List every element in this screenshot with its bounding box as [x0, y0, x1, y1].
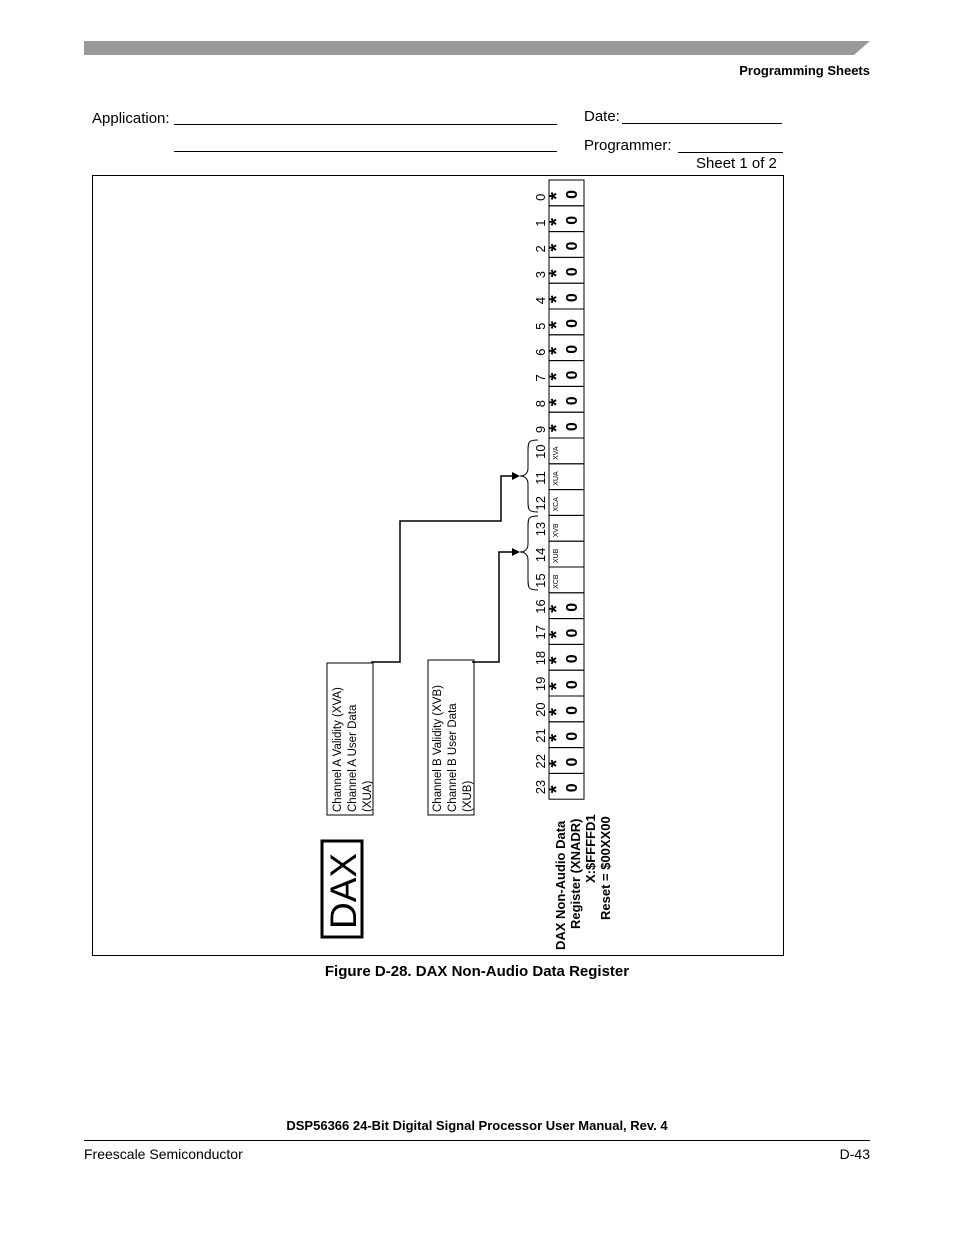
- reserved-mark-1: *: [546, 217, 568, 226]
- bit-name-xvb: XVB: [553, 523, 560, 538]
- reserved-mark-20: *: [546, 708, 568, 716]
- bit-number-3: 3: [533, 271, 548, 279]
- bit-number-1: 1: [533, 219, 548, 227]
- reserved-mark-21: *: [546, 733, 568, 742]
- reset-value-8: 0: [564, 396, 581, 406]
- reserved-mark-17: *: [546, 630, 568, 639]
- bit-number-20: 20: [533, 702, 548, 717]
- bit-name-xcb: XCB: [553, 574, 560, 589]
- bit-number-4: 4: [533, 296, 548, 305]
- register-address: X:$FFFFD1: [583, 814, 598, 883]
- reserved-mark-16: *: [546, 604, 568, 613]
- bit-number-0: 0: [533, 193, 548, 201]
- manual-title: DSP56366 24-Bit Digital Signal Processor User Manual, Rev. 4: [286, 1118, 668, 1133]
- channel-b-line-3: (XUB): [462, 780, 474, 812]
- reset-value-4: 0: [564, 293, 581, 303]
- reset-value-23: 0: [564, 783, 581, 793]
- bit-number-2: 2: [533, 245, 548, 253]
- reset-value-9: 0: [564, 422, 581, 432]
- bit-name-xub: XUB: [553, 548, 560, 564]
- register-title-1: DAX Non-Audio Data: [553, 820, 568, 950]
- reserved-mark-23: *: [546, 785, 568, 794]
- bit-number-12: 12: [533, 496, 548, 511]
- reset-value-0: 0: [564, 189, 581, 199]
- reserved-mark-22: *: [546, 759, 568, 768]
- bit-name-xva: XVA: [553, 446, 560, 460]
- leader-channel-a: [372, 476, 514, 663]
- bit-name-xca: XCA: [553, 497, 560, 512]
- reset-value-22: 0: [564, 757, 581, 767]
- date-label: Date:: [584, 108, 620, 125]
- reset-value-6: 0: [564, 344, 581, 354]
- reserved-mark-8: *: [546, 398, 568, 407]
- bit-number-5: 5: [533, 322, 548, 330]
- reset-value-18: 0: [564, 654, 581, 664]
- arrow-channel-a: [512, 472, 520, 480]
- reserved-mark-4: *: [546, 295, 568, 304]
- reset-value-16: 0: [564, 602, 581, 612]
- reset-value-7: 0: [564, 370, 581, 380]
- reset-value-19: 0: [564, 680, 581, 690]
- reserved-mark-0: *: [546, 192, 568, 200]
- footer-rule: [84, 1140, 870, 1141]
- bit-number-7: 7: [533, 374, 548, 382]
- application-label: Application:: [92, 110, 170, 127]
- reset-value-3: 0: [564, 267, 581, 277]
- bit-number-13: 13: [533, 521, 548, 537]
- reserved-mark-19: *: [546, 682, 568, 691]
- register-title-2: Register (XNADR): [568, 818, 583, 929]
- reserved-mark-5: *: [546, 321, 568, 329]
- reserved-mark-9: *: [546, 424, 568, 433]
- reset-value-2: 0: [564, 241, 581, 251]
- bit-number-22: 22: [533, 754, 548, 769]
- reset-value-17: 0: [564, 628, 581, 638]
- reserved-mark-7: *: [546, 372, 568, 381]
- reset-value-1: 0: [564, 215, 581, 225]
- reserved-mark-2: *: [546, 243, 568, 252]
- bit-number-19: 19: [533, 676, 548, 692]
- register-reset: Reset = $00XX00: [598, 816, 613, 920]
- bit-number-15: 15: [533, 573, 548, 588]
- channel-a-line-1: Channel A Validity (XVA): [332, 687, 344, 812]
- arrow-channel-b: [512, 548, 520, 556]
- footer-company: Freescale Semiconductor: [84, 1146, 243, 1162]
- reset-value-5: 0: [564, 318, 581, 328]
- reserved-mark-18: *: [546, 656, 568, 665]
- bit-number-6: 6: [533, 348, 548, 356]
- reset-value-20: 0: [564, 705, 581, 715]
- bit-number-18: 18: [533, 650, 548, 666]
- module-name: DAX: [323, 852, 364, 929]
- bit-number-17: 17: [533, 625, 548, 640]
- section-title: Programming Sheets: [739, 63, 870, 78]
- bit-number-9: 9: [533, 425, 548, 434]
- bit-number-21: 21: [533, 728, 548, 743]
- reserved-mark-6: *: [546, 346, 568, 355]
- reserved-mark-3: *: [546, 269, 568, 278]
- leader-channel-b: [472, 552, 514, 662]
- footer-page-number: D-43: [839, 1146, 870, 1162]
- channel-b-line-1: Channel B Validity (XVB): [432, 685, 444, 812]
- channel-a-line-3: (XUA): [362, 780, 374, 812]
- bit-number-23: 23: [533, 779, 548, 795]
- bit-number-16: 16: [533, 599, 548, 614]
- sheet-label: Sheet 1 of 2: [696, 155, 777, 172]
- figure-caption: Figure D-28. DAX Non-Audio Data Register: [324, 963, 630, 980]
- bit-number-10: 10: [533, 444, 548, 459]
- programmer-label: Programmer:: [584, 137, 672, 154]
- bit-number-14: 14: [533, 547, 548, 563]
- bit-number-8: 8: [533, 400, 548, 408]
- reset-value-21: 0: [564, 731, 581, 741]
- bit-name-xua: XUA: [553, 471, 560, 486]
- channel-a-line-2: Channel A User Data: [347, 704, 359, 812]
- channel-b-line-2: Channel B User Data: [447, 703, 459, 812]
- bit-number-11: 11: [533, 471, 548, 485]
